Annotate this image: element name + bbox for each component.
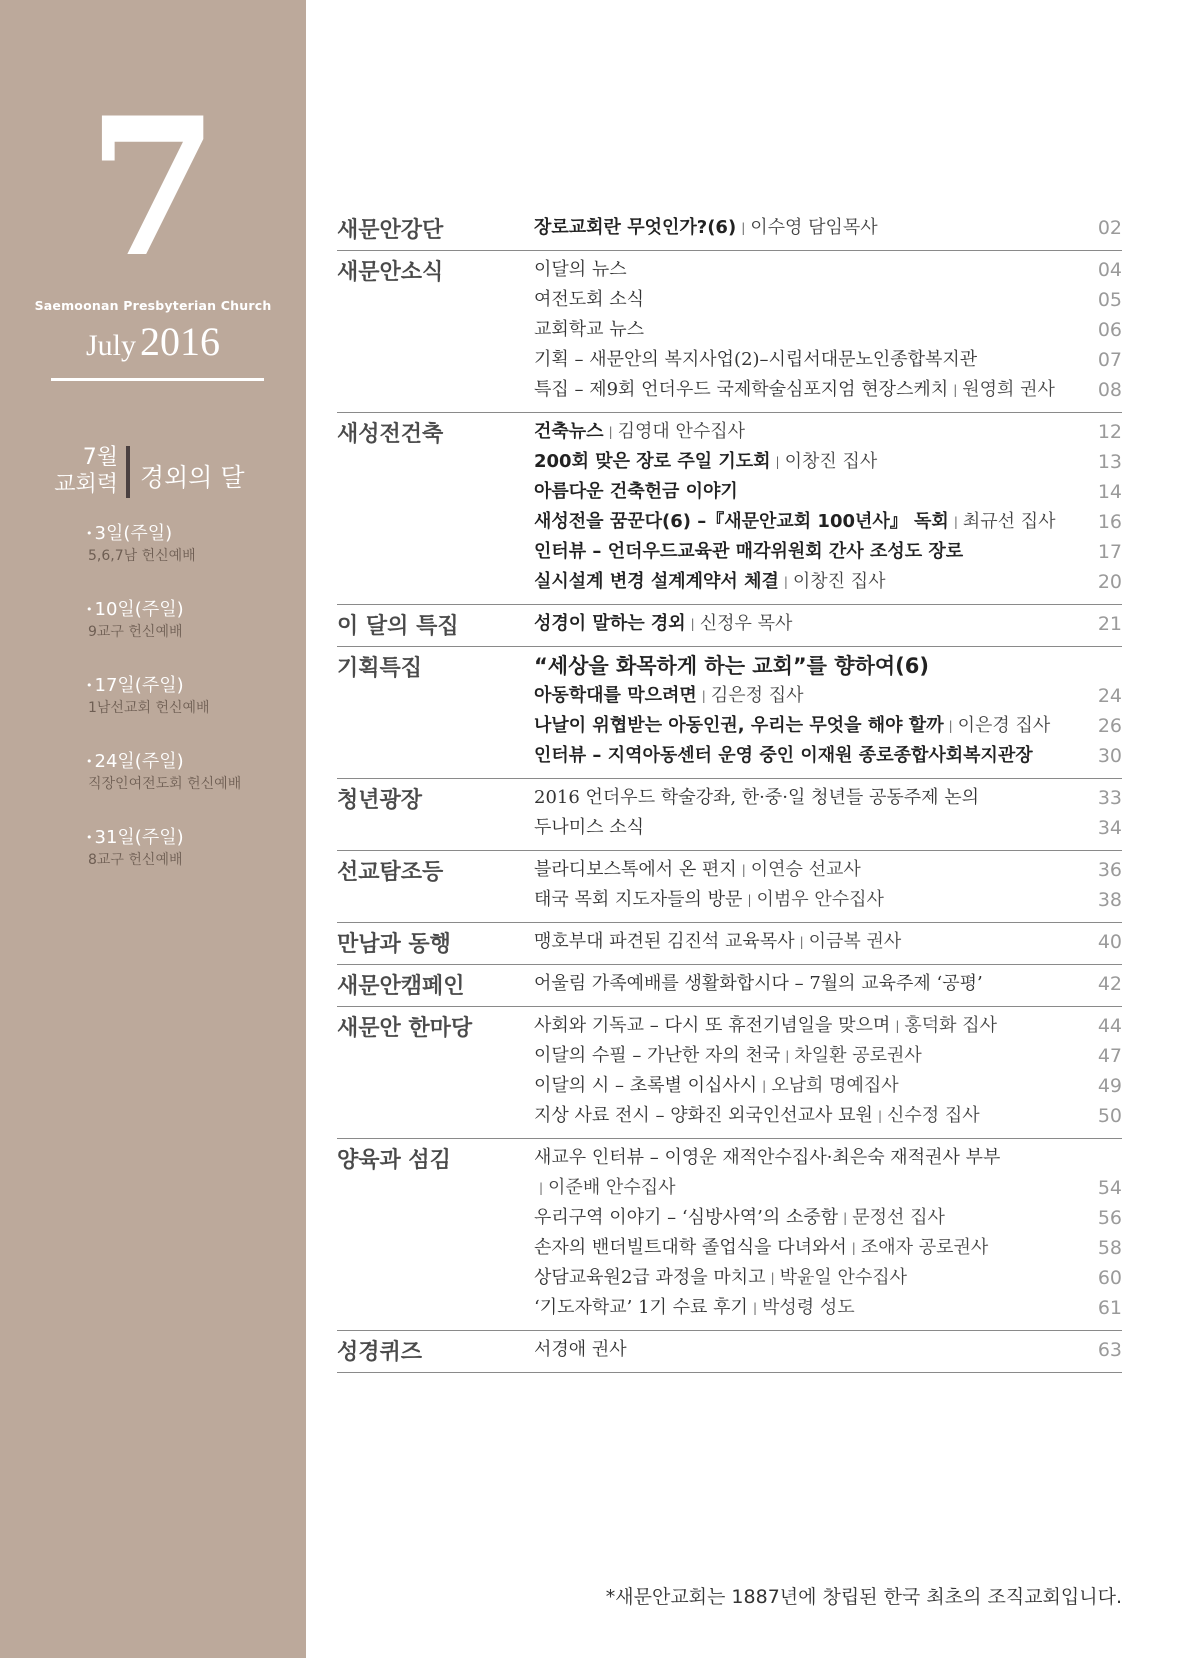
issue-year: 2016 [140,319,220,364]
page-number: 54 [1097,1177,1122,1199]
toc-section [337,1139,1122,1331]
toc-entry[interactable] [534,1143,1122,1173]
page-number: 33 [1097,787,1122,809]
entry-title: 블라디보스톡에서 온 편지 [534,859,737,880]
entry-author: 이준배 안수집사 [548,1177,676,1198]
toc-entry[interactable] [534,567,1122,597]
entry-title: 맹호부대 파견된 김진석 교육목사 [534,931,795,952]
page-number: 02 [1097,217,1122,239]
page-number: 06 [1097,319,1122,341]
page-number: 49 [1097,1075,1122,1097]
entry-author: 김영대 안수집사 [617,421,746,442]
toc-section [337,1007,1122,1139]
page-number: 05 [1097,289,1122,311]
entry-title: 장로교회란 무엇인가?(6) [534,217,737,238]
entry-author: 이수영 담임목사 [750,217,878,238]
event-date: • 24일(주일) [86,751,184,772]
bullet-icon: • [86,755,93,768]
toc-section [337,605,1122,647]
entry-title: 손자의 밴더빌트대학 졸업식을 다녀와서 [534,1237,847,1258]
section-title: 만남과 동행 [337,932,451,957]
page-number: 13 [1097,451,1122,473]
entry-title: 특집 – 제9회 언더우드 국제학술심포지엄 현장스케치 [534,379,949,400]
toc-entry[interactable] [534,609,1122,639]
toc-entry[interactable] [534,711,1122,741]
entry-title: 나날이 위협받는 아동인권, 우리는 무엇을 해야 할까 [534,715,944,736]
toc-entry[interactable] [534,1233,1122,1263]
entry-title: 이달의 수필 – 가난한 자의 천국 [534,1045,781,1066]
page-number: 20 [1097,571,1122,593]
toc-entry[interactable] [534,1041,1122,1071]
entry-title: 서경애 권사 [534,1339,627,1360]
separator-bar: | [741,863,746,877]
bullet-icon: • [86,679,93,692]
separator-bar: | [851,1241,856,1255]
toc-entry[interactable] [534,477,1122,507]
entry-title: 교회학교 뉴스 [534,319,645,340]
separator-bar: | [747,893,752,907]
toc-section [337,779,1122,851]
sidebar [0,0,306,1658]
toc-entry[interactable] [534,855,1122,885]
entry-title: 인터뷰 – 언더우드교육관 매각위원회 간사 조성도 장로 [534,541,964,562]
separator-bar: | [762,1079,767,1093]
toc-entry[interactable] [534,783,1122,813]
entry-author: 이범우 안수집사 [756,889,884,910]
entry-title: 아름다운 건축헌금 이야기 [534,481,738,502]
entry-title: 2016 언더우드 학술강좌, 한·중·일 청년들 공동주제 논의 [534,787,980,808]
calendar-event [86,750,296,826]
page-number: 47 [1097,1045,1122,1067]
section-title: 양육과 섬김 [337,1148,451,1173]
entry-author: 이창진 집사 [784,451,878,472]
separator-bar: | [690,617,695,631]
separator-bar: | [783,575,788,589]
section-title: 새문안 한마당 [337,1016,473,1041]
event-description: 1남선교회 헌신예배 [88,700,210,716]
entry-author: 차일환 공로권사 [794,1045,922,1066]
toc-entry[interactable] [534,651,1122,681]
event-date: • 10일(주일) [86,599,184,620]
toc-entry[interactable] [534,537,1122,567]
section-title: 기획특집 [337,656,423,681]
separator-bar: | [843,1211,848,1225]
bullet-icon: • [86,831,93,844]
event-date: • 3일(주일) [86,523,173,544]
entry-author: 이연승 선교사 [750,859,861,880]
entry-title: 새교우 인터뷰 – 이영운 재적안수집사·최은숙 재적권사 부부 [534,1147,1001,1168]
issue-month-number: 7 [86,76,220,299]
entry-author: 최규선 집사 [962,511,1056,532]
toc-entry[interactable] [534,969,1122,999]
event-date: • 31일(주일) [86,827,184,848]
page-number: 61 [1097,1297,1122,1319]
entry-title: 상담교육원2급 과정을 마치고 [534,1267,766,1288]
page-number: 63 [1097,1339,1122,1361]
page-number: 56 [1097,1207,1122,1229]
calendar-divider [126,446,130,498]
toc-entry[interactable] [534,1293,1122,1323]
page-number: 40 [1097,931,1122,953]
toc-entry[interactable] [534,255,1122,285]
toc-entry[interactable] [534,813,1122,843]
section-title: 청년광장 [337,788,423,813]
page-number: 34 [1097,817,1122,839]
page-number: 50 [1097,1105,1122,1127]
separator-bar: | [953,383,958,397]
page-number: 26 [1097,715,1122,737]
entry-author: 홍덕화 집사 [904,1015,998,1036]
toc-entry[interactable] [534,507,1122,537]
event-description: 8교구 헌신예배 [88,852,183,868]
entry-title: ‘기도자학교’ 1기 수료 후기 [534,1297,748,1318]
separator-bar: | [785,1049,790,1063]
entry-title: 인터뷰 – 지역아동센터 운영 중인 이재원 종로종합사회복지관장 [534,745,1033,766]
entry-title: 어울림 가족예배를 생활화합시다 – 7월의 교육주제 ‘공평’ [534,973,983,994]
toc-section [337,965,1122,1007]
bullet-icon: • [86,527,93,540]
calendar-theme: 경외의 달 [140,463,245,492]
page-number: 36 [1097,859,1122,881]
entry-title: “세상을 화목하게 하는 교회”를 향하여(6) [534,654,929,678]
entry-author: 오남희 명예집사 [771,1075,899,1096]
entry-author: 이금복 권사 [808,931,902,952]
issue-month: July [85,329,136,362]
entry-title: 새성전을 꿈꾼다(6) –『새문안교회 100년사』 독회 [534,511,949,532]
entry-author: 신수정 집사 [886,1105,980,1126]
calendar-event [86,598,296,674]
entry-author: 신정우 목사 [699,613,793,634]
toc-entry[interactable] [534,1335,1122,1365]
toc-section [337,923,1122,965]
entry-title: 사회와 기독교 – 다시 또 휴전기념일을 맞으며 [534,1015,891,1036]
entry-author: 원영희 권사 [962,379,1055,400]
separator-bar: | [770,1271,775,1285]
toc-entry[interactable] [534,447,1122,477]
page-number: 24 [1097,685,1122,707]
page-number: 60 [1097,1267,1122,1289]
toc-entry[interactable] [534,375,1122,405]
toc-section [337,209,1122,251]
entry-author: 김은정 집사 [710,685,804,706]
entry-title: 이달의 뉴스 [534,259,627,280]
toc-section [337,851,1122,923]
separator-bar: | [895,1019,900,1033]
toc-section [337,647,1122,779]
entry-title: 기획 – 새문안의 복지사업(2)–시립서대문노인종합복지관 [534,349,978,370]
page-number: 17 [1097,541,1122,563]
page-number: 08 [1097,379,1122,401]
section-title: 선교탐조등 [337,860,444,885]
separator-bar: | [608,425,613,439]
page-number: 58 [1097,1237,1122,1259]
entry-title: 실시설계 변경 설계계약서 체결 [534,571,779,592]
toc-section [337,413,1122,605]
toc-entry[interactable] [534,315,1122,345]
toc-entry[interactable] [534,885,1122,915]
toc-entry[interactable] [534,285,1122,315]
toc-entry[interactable] [534,1011,1122,1041]
footnote: *새문안교회는 1887년에 창립된 한국 최초의 조직교회입니다. [605,1586,1122,1608]
event-description: 5,6,7남 헌신예배 [88,548,196,564]
calendar-event [86,522,296,598]
calendar-events [86,522,296,902]
toc-entry[interactable] [534,1101,1122,1131]
entry-author: 조애자 공로권사 [860,1237,989,1258]
entry-title: 성경이 말하는 경외 [534,613,686,634]
toc-entry[interactable] [534,1173,1122,1203]
section-title: 새문안강단 [337,218,444,243]
event-date: • 17일(주일) [86,675,184,696]
church-name: Saemoonan Presbyterian Church [34,298,272,313]
page-number: 21 [1097,613,1122,635]
entry-title: 태국 목회 지도자들의 방문 [534,889,743,910]
page-number: 14 [1097,481,1122,503]
separator-bar: | [799,935,804,949]
separator-bar: | [953,515,958,529]
page-number: 44 [1097,1015,1122,1037]
calendar-event [86,674,296,750]
section-title: 성경퀴즈 [337,1340,423,1365]
section-title: 새문안소식 [337,260,444,285]
toc-entry[interactable] [534,681,1122,711]
page-number: 12 [1097,421,1122,443]
page-number: 16 [1097,511,1122,533]
toc-entry[interactable] [534,213,1122,243]
entry-title: 두나미스 소식 [534,817,645,838]
toc-section [337,1331,1122,1373]
entry-title: 지상 사료 전시 – 양화진 외국인선교사 묘원 [534,1105,873,1126]
entry-title: 우리구역 이야기 – ‘심방사역’의 소중함 [534,1207,839,1228]
page-number: 30 [1097,745,1122,767]
section-title: 새문안캠페인 [337,974,465,999]
sidebar-divider [51,378,264,381]
table-of-contents [337,209,1122,1373]
church-calendar-header [46,444,286,500]
toc-entry[interactable] [534,417,1122,447]
section-title: 이 달의 특집 [337,614,459,639]
entry-title: 이달의 시 – 초록별 이십사시 [534,1075,758,1096]
calendar-label: 7월 교회력 [54,445,118,497]
calendar-event [86,826,296,902]
page-number: 38 [1097,889,1122,911]
issue-date [0,318,306,365]
separator-bar: | [877,1109,882,1123]
bullet-icon: • [86,603,93,616]
entry-title: 200회 맞은 장로 주일 기도회 [534,451,771,472]
entry-author: 문정선 집사 [852,1207,945,1228]
entry-title: 건축뉴스 [534,421,604,442]
separator-bar: | [752,1301,757,1315]
entry-title: 여전도회 소식 [534,289,645,310]
toc-section [337,251,1122,413]
entry-author: 이은경 집사 [957,715,1051,736]
toc-entry[interactable] [534,1263,1122,1293]
event-description: 9교구 헌신예배 [88,624,183,640]
event-description: 직장인여전도회 헌신예배 [88,776,242,792]
toc-entry[interactable] [534,345,1122,375]
separator-bar: | [948,719,953,733]
entry-author: 이창진 집사 [792,571,886,592]
page-number: 42 [1097,973,1122,995]
separator-bar: | [741,221,746,235]
page-number: 07 [1097,349,1122,371]
separator-bar: | [775,455,780,469]
separator-bar: | [701,689,706,703]
section-title: 새성전건축 [337,422,444,447]
entry-author: 박윤일 안수집사 [779,1267,908,1288]
entry-author: 박성령 성도 [762,1297,855,1318]
toc-entry[interactable] [534,927,1122,957]
toc-entry[interactable] [534,1203,1122,1233]
page-number: 04 [1097,259,1122,281]
separator-bar: | [539,1181,544,1195]
toc-entry[interactable] [534,1071,1122,1101]
toc-entry[interactable] [534,741,1122,771]
entry-title: 아동학대를 막으려면 [534,685,697,706]
